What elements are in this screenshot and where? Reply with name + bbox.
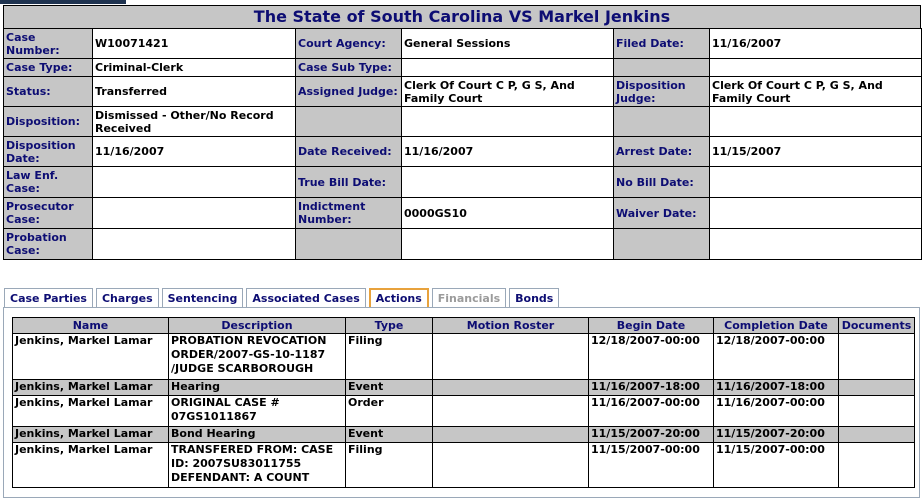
tab-bonds[interactable]: Bonds bbox=[509, 288, 559, 308]
info-value: 0000GS10 bbox=[402, 198, 614, 229]
column-header: Description bbox=[169, 318, 346, 334]
table-row[interactable] bbox=[13, 380, 915, 396]
cell-desc: Bond Hearing bbox=[169, 427, 346, 443]
table-row[interactable] bbox=[13, 396, 915, 427]
table-row[interactable] bbox=[13, 443, 915, 488]
info-label: Arrest Date: bbox=[614, 137, 710, 167]
info-row bbox=[4, 229, 922, 260]
cell-type: Order bbox=[346, 396, 433, 427]
cell-roster bbox=[433, 380, 589, 396]
info-label: Waiver Date: bbox=[614, 198, 710, 229]
info-label bbox=[614, 107, 710, 137]
info-value bbox=[402, 167, 614, 198]
info-label: Case Number: bbox=[4, 29, 93, 59]
info-row bbox=[4, 29, 922, 59]
info-value bbox=[93, 229, 296, 260]
info-value: Clerk Of Court C P, G S, And Family Court bbox=[710, 77, 922, 107]
info-label: Assigned Judge: bbox=[296, 77, 402, 107]
cell-name: Jenkins, Markel Lamar bbox=[13, 427, 169, 443]
cell-docs bbox=[839, 334, 915, 380]
cell-docs bbox=[839, 380, 915, 396]
cell-begin: 11/15/2007-00:00 bbox=[589, 443, 714, 488]
tab-sentencing[interactable]: Sentencing bbox=[162, 288, 244, 308]
info-label: Disposition: bbox=[4, 107, 93, 137]
table-row[interactable] bbox=[13, 427, 915, 443]
cell-complete: 11/15/2007-20:00 bbox=[714, 427, 839, 443]
cell-begin: 11/16/2007-00:00 bbox=[589, 396, 714, 427]
cell-complete: 12/18/2007-00:00 bbox=[714, 334, 839, 380]
info-label: Filed Date: bbox=[614, 29, 710, 59]
cell-name: Jenkins, Markel Lamar bbox=[13, 443, 169, 488]
info-value: 11/16/2007 bbox=[93, 137, 296, 167]
cell-docs bbox=[839, 427, 915, 443]
info-label: Law Enf. Case: bbox=[4, 167, 93, 198]
cell-roster bbox=[433, 396, 589, 427]
column-header: Name bbox=[13, 318, 169, 334]
cell-complete: 11/16/2007-00:00 bbox=[714, 396, 839, 427]
info-value bbox=[402, 229, 614, 260]
info-row bbox=[4, 59, 922, 77]
info-value: 11/16/2007 bbox=[710, 29, 922, 59]
info-label bbox=[614, 229, 710, 260]
info-value bbox=[710, 107, 922, 137]
info-row bbox=[4, 107, 922, 137]
cell-desc: TRANSFERED FROM: CASE ID: 2007SU83011755 DEFENDANT: A COUNT bbox=[169, 443, 346, 488]
info-value bbox=[402, 59, 614, 77]
actions-table bbox=[12, 317, 915, 488]
cell-name: Jenkins, Markel Lamar bbox=[13, 380, 169, 396]
cell-name: Jenkins, Markel Lamar bbox=[13, 334, 169, 380]
column-header: Completion Date bbox=[714, 318, 839, 334]
info-label: Disposition Judge: bbox=[614, 77, 710, 107]
info-row bbox=[4, 167, 922, 198]
cell-desc: ORIGINAL CASE # 07GS1011867 bbox=[169, 396, 346, 427]
top-accent-bar bbox=[0, 0, 126, 4]
cell-type: Event bbox=[346, 380, 433, 396]
info-label: Case Sub Type: bbox=[296, 59, 402, 77]
tab-actions[interactable]: Actions bbox=[369, 288, 429, 308]
detail-tabs bbox=[4, 288, 562, 308]
info-value: Dismissed - Other/No Record Received bbox=[93, 107, 296, 137]
cell-type: Event bbox=[346, 427, 433, 443]
tab-associated-cases[interactable]: Associated Cases bbox=[246, 288, 365, 308]
info-label: Disposition Date: bbox=[4, 137, 93, 167]
cell-type: Filing bbox=[346, 443, 433, 488]
column-header: Begin Date bbox=[589, 318, 714, 334]
cell-name: Jenkins, Markel Lamar bbox=[13, 396, 169, 427]
cell-begin: 11/16/2007-18:00 bbox=[589, 380, 714, 396]
info-value: General Sessions bbox=[402, 29, 614, 59]
column-header: Type bbox=[346, 318, 433, 334]
info-label: Date Received: bbox=[296, 137, 402, 167]
cell-docs bbox=[839, 443, 915, 488]
info-label: Court Agency: bbox=[296, 29, 402, 59]
column-header: Documents bbox=[839, 318, 915, 334]
cell-complete: 11/15/2007-00:00 bbox=[714, 443, 839, 488]
info-label: Prosecutor Case: bbox=[4, 198, 93, 229]
info-label: No Bill Date: bbox=[614, 167, 710, 198]
cell-roster bbox=[433, 443, 589, 488]
case-info-table bbox=[3, 28, 922, 260]
info-value: Clerk Of Court C P, G S, And Family Court bbox=[402, 77, 614, 107]
info-value bbox=[93, 167, 296, 198]
cell-complete: 11/16/2007-18:00 bbox=[714, 380, 839, 396]
info-label: Case Type: bbox=[4, 59, 93, 77]
info-value: 11/16/2007 bbox=[402, 137, 614, 167]
tab-charges[interactable]: Charges bbox=[96, 288, 159, 308]
info-label: Probation Case: bbox=[4, 229, 93, 260]
info-value: 11/15/2007 bbox=[710, 137, 922, 167]
info-value bbox=[402, 107, 614, 137]
info-label: True Bill Date: bbox=[296, 167, 402, 198]
info-value bbox=[710, 229, 922, 260]
cell-docs bbox=[839, 396, 915, 427]
column-header: Motion Roster bbox=[433, 318, 589, 334]
info-value bbox=[710, 167, 922, 198]
info-row bbox=[4, 137, 922, 167]
cell-type: Filing bbox=[346, 334, 433, 380]
info-label bbox=[296, 229, 402, 260]
cell-desc: PROBATION REVOCATION ORDER/2007-GS-10-1187 /JUDGE SCARBOROUGH bbox=[169, 334, 346, 380]
cell-roster bbox=[433, 427, 589, 443]
case-title: The State of South Carolina VS Markel Jenkins bbox=[3, 5, 921, 29]
cell-begin: 11/15/2007-20:00 bbox=[589, 427, 714, 443]
tab-case-parties[interactable]: Case Parties bbox=[4, 288, 93, 308]
cell-roster bbox=[433, 334, 589, 380]
tab-financials: Financials bbox=[432, 288, 506, 308]
info-label bbox=[296, 107, 402, 137]
cell-begin: 12/18/2007-00:00 bbox=[589, 334, 714, 380]
info-value bbox=[710, 59, 922, 77]
info-value: Transferred bbox=[93, 77, 296, 107]
info-value bbox=[710, 198, 922, 229]
table-row[interactable] bbox=[13, 334, 915, 380]
cell-desc: Hearing bbox=[169, 380, 346, 396]
info-value bbox=[93, 198, 296, 229]
info-row bbox=[4, 198, 922, 229]
info-label: Status: bbox=[4, 77, 93, 107]
info-label: Indictment Number: bbox=[296, 198, 402, 229]
info-value: W10071421 bbox=[93, 29, 296, 59]
info-value: Criminal-Clerk bbox=[93, 59, 296, 77]
info-label bbox=[614, 59, 710, 77]
info-row bbox=[4, 77, 922, 107]
